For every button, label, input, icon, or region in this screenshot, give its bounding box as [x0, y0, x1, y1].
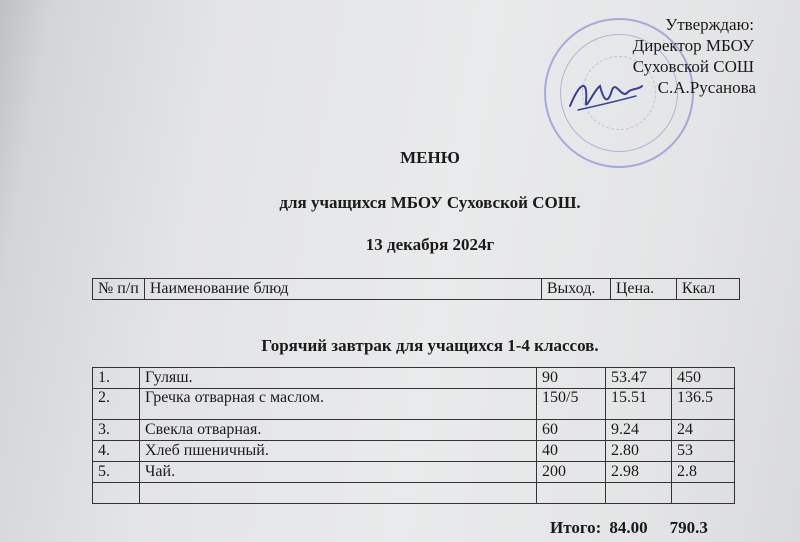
table-row-empty — [93, 483, 735, 504]
header-row — [93, 279, 740, 300]
approval-block — [633, 14, 754, 98]
item-num: 5. — [93, 462, 140, 483]
menu-header-table — [92, 278, 740, 300]
item-num: 1. — [93, 368, 140, 389]
item-kcal: 24 — [672, 420, 735, 441]
item-name: Гречка отварная с маслом. — [140, 389, 537, 420]
item-price: 2.80 — [606, 441, 672, 462]
header-num: № п/п — [93, 279, 145, 300]
table-row — [93, 441, 735, 462]
item-num: 2. — [93, 389, 140, 420]
approval-line-3: Суховской СОШ — [632, 57, 754, 76]
item-name: Гуляш. — [140, 368, 537, 389]
item-price: 15.51 — [606, 389, 672, 420]
empty-cell — [537, 483, 606, 504]
item-name: Хлеб пшеничный. — [140, 441, 537, 462]
empty-cell — [606, 483, 672, 504]
item-yield: 150/5 — [537, 389, 606, 420]
table-row — [93, 368, 735, 389]
item-kcal: 53 — [672, 441, 735, 462]
item-num: 4. — [93, 441, 140, 462]
table-row — [93, 389, 735, 420]
total-price: 84.00 — [609, 518, 648, 537]
item-name: Чай. — [140, 462, 537, 483]
menu-items-table — [92, 367, 735, 504]
table-row — [93, 462, 735, 483]
header-name: Наименование блюд — [144, 279, 541, 300]
empty-cell — [140, 483, 537, 504]
header-yield: Выход. — [541, 279, 610, 300]
item-yield: 90 — [537, 368, 606, 389]
item-yield: 60 — [537, 420, 606, 441]
total-label: Итого: — [550, 518, 602, 537]
item-kcal: 450 — [672, 368, 735, 389]
table-row — [93, 420, 735, 441]
item-yield: 40 — [537, 441, 606, 462]
approval-line-2: Директор МБОУ — [632, 36, 754, 55]
document-subtitle: для учащихся МБОУ Суховской СОШ. — [279, 193, 581, 212]
item-price: 2.98 — [606, 462, 672, 483]
section-title: Горячий завтрак для учащихся 1-4 классов. — [261, 336, 599, 355]
item-price: 53.47 — [606, 368, 672, 389]
item-price: 9.24 — [606, 420, 672, 441]
total-kcal: 790.3 — [669, 518, 708, 537]
item-name: Свекла отварная. — [140, 420, 537, 441]
approval-line-4: С.А.Русанова — [657, 78, 756, 97]
item-kcal: 2.8 — [672, 462, 735, 483]
document-date: 13 декабря 2024г — [365, 235, 495, 254]
total-line — [550, 518, 708, 538]
empty-cell — [93, 483, 140, 504]
document-title: МЕНЮ — [400, 148, 460, 167]
empty-cell — [672, 483, 735, 504]
item-yield: 200 — [537, 462, 606, 483]
item-kcal: 136.5 — [672, 389, 735, 420]
header-kcal: Ккал — [676, 279, 739, 300]
approval-line-1: Утверждаю: — [665, 15, 754, 34]
header-price: Цена. — [610, 279, 676, 300]
item-num: 3. — [93, 420, 140, 441]
